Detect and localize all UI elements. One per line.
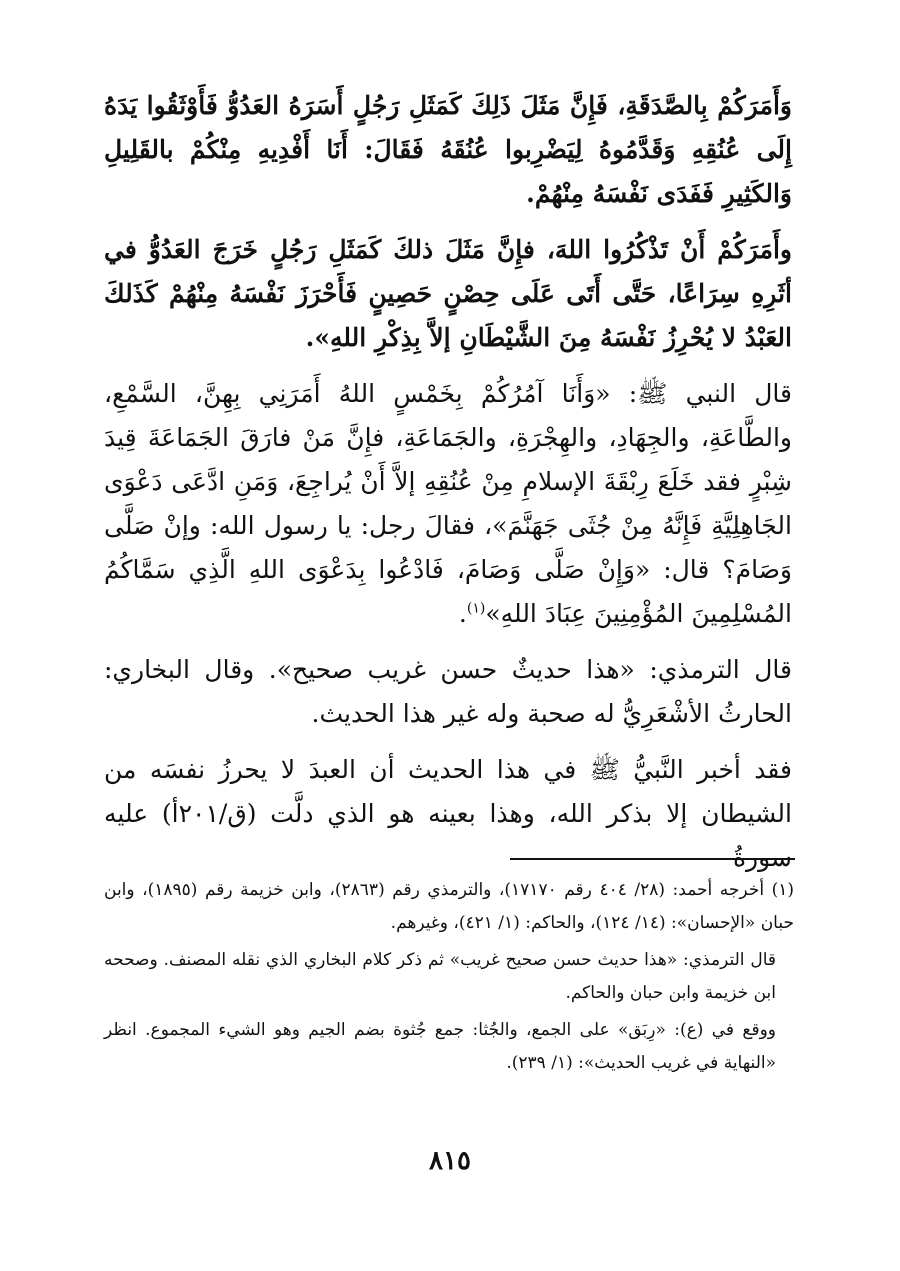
paragraph-3-end: .: [458, 599, 467, 628]
footnote-divider: [510, 858, 795, 860]
paragraph-3-text: قال النبي ﷺ: «وَأَنَا آمُرُكُمْ بِخَمْسٍ اللهُ أَمَرَنِي بِهِنَّ، السَّمْعِ، والطَّاعَةِ، والجِهَادِ، والهِجْرَةِ، والجَمَاعَةِ، فإِنَّ مَنْ فارَقَ الجَمَاعَةَ قِيدَ شِبْرٍ فقد خَلَعَ رِبْقَةَ الإسلامِ مِنْ عُنُقِهِ إلاَّ أَنْ يُراجِعَ، وَمَنِ ادَّعَى دَعْوَى الجَاهِلِيَّةِ فَإِنَّهُ مِنْ جُثَى جَهَنَّمَ»، فقالَ رجل: يا رسول الله: وإنْ صَلَّى وَصَامَ؟ قال: «وَإِنْ صَلَّى وَصَامَ، فَادْعُوا بِدَعْوَى اللهِ الَّذِي سَمَّاكُمُ المُسْلِمِينَ المُؤْمِنِينَ عِبَادَ اللهِ»: [104, 379, 792, 628]
page-number: ٨١٥: [429, 1146, 471, 1176]
paragraph-2: وأَمَرَكُمْ أَنْ تَذْكُرُوا اللهَ، فإِنَّ مَثَلَ ذلكَ كَمَثَلِ رَجُلٍ خَرَجَ العَدُوُّ في أثَرِهِ سِرَاعًا، حَتَّى أَتَى عَلَى حِصْنٍ حَصِينٍ فَأَحْرَزَ نَفْسَهُ مِنْهُمْ كَذَلكَ العَبْدُ لا يُحْرِزُ نَفْسَهُ مِنَ الشَّيْطَانِ إلاَّ بِذِكْرِ اللهِ».: [104, 235, 792, 352]
main-text: [104, 84, 792, 880]
paragraph-4: قال الترمذي: «هذا حديثٌ حسن غريب صحيح». وقال البخاري: الحارثُ الأشْعَرِيُّ له صحبة وله غير هذا الحديث.: [104, 655, 792, 728]
paragraph-5: فقد أخبر النَّبيُّ ﷺ في هذا الحديث أن العبدَ لا يحرزُ نفسَه من الشيطان إلا بذكر الله، وهذا بعينه هو الذي دلَّت (ق/٢٠١أ) عليه سورةُ: [104, 755, 792, 872]
footnote-1: (١) أخرجه أحمد: (٢٨/ ٤٠٤ رقم ١٧١٧٠)، والترمذي رقم (٢٨٦٣)، وابن خزيمة رقم (١٨٩٥)، وابن حبان «الإحسان»: (١٤/ ١٢٤)، والحاكم: (١/ ٤٢١)، وغيرهم.: [104, 880, 794, 933]
footnotes: [104, 874, 794, 1084]
footnote-2: قال الترمذي: «هذا حديث حسن صحيح غريب» ثم ذكر كلام البخاري الذي نقله المصنف. وصححه ابن خزيمة وابن حبان والحاكم.: [104, 950, 776, 1003]
paragraph-1: وَأَمَرَكُمْ بِالصَّدَقَةِ، فَإِنَّ مَثَلَ ذَلِكَ كَمَثَلِ رَجُلٍ أَسَرَهُ العَدُوُّ فَأَوْثَقُوا يَدَهُ إِلَى عُنُقِهِ وَقَدَّمُوهُ لِيَضْرِبوا عُنُقَهُ فَقَالَ: أَنَا أَفْدِيهِ مِنْكُمْ بالقَلِيلِ وَالكَثِيرِ فَفَدَى نَفْسَهُ مِنْهُمْ.: [104, 91, 792, 208]
paragraph-3: [104, 372, 792, 636]
footnote-3: ووقع في (ع): «رِبَق» على الجمع، والجُثا: جمع جُثوة بضم الجيم وهو الشيء المجموع. انظر «النهاية في غريب الحديث»: (١/ ٢٣٩).: [104, 1020, 776, 1073]
footnote-ref: (١): [466, 600, 486, 617]
